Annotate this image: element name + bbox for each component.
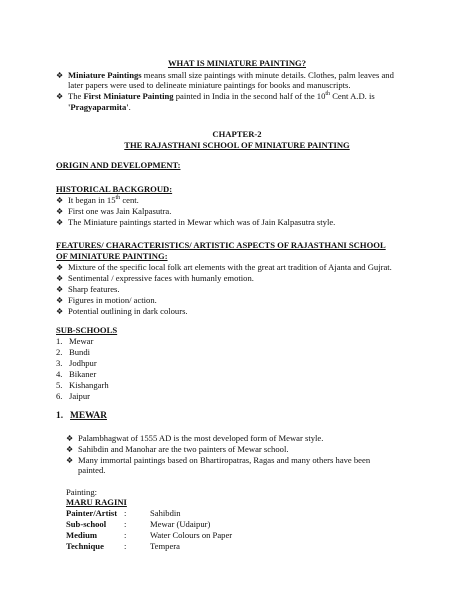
diamond-bullet-icon: ❖ [56,263,64,272]
painting-name: MARU RAGINI [66,497,127,507]
diamond-bullet-icon: ❖ [56,307,64,316]
superscript: th [115,195,121,202]
chapter-subtitle: THE RAJASTHANI SCHOOL OF MINIATURE PAINTING [124,140,350,150]
intro-bullet-2-pre: The [68,91,84,101]
list-item-text: Jodhpur [69,358,97,368]
list-item-text: Bundi [69,347,91,357]
term-pragyaparmita: 'Pragyaparmita' [68,102,129,112]
list-item [56,336,93,346]
detail-row [66,541,180,551]
detail-value: Tempera [150,541,180,551]
detail-separator: : [124,508,127,518]
list-item-continued: painted. [78,465,106,475]
list-item-text: First one was Jain Kalpasutra. [68,206,172,216]
mewar-heading [56,411,107,422]
detail-label: Painter/Artist [66,508,118,518]
list-number: 1. [56,336,63,346]
diamond-bullet-icon: ❖ [56,207,64,216]
list-item-text: Jaipur [69,391,91,401]
list-item [56,347,90,357]
list-item [56,306,188,317]
diamond-bullet-icon: ❖ [56,196,64,205]
list-item-text: It began in 15 [68,195,116,205]
diamond-bullet-icon: ❖ [56,218,64,227]
list-item [56,284,120,295]
list-item-text: Sharp features. [68,284,120,294]
list-item [56,217,335,228]
list-item [56,391,90,401]
list-number: 2. [56,347,63,357]
list-item-text: Figures in motion/ action. [68,295,157,305]
diamond-bullet-icon: ❖ [66,456,74,465]
term-miniature-paintings: Miniature Paintings [68,70,142,80]
detail-row [66,519,210,529]
detail-value: Water Colours on Paper [150,530,233,540]
diamond-bullet-icon: ❖ [56,274,64,283]
painting-label: Painting: [66,487,98,497]
diamond-bullet-icon: ❖ [56,296,64,305]
list-item-text: Sahibdin and Manohar are the two painters of Mewar school. [78,444,289,454]
list-item [66,455,370,466]
history-heading: HISTORICAL BACKGROUD: [56,184,173,194]
list-item-text: Potential outlining in dark colours. [68,306,188,316]
intro-bullet-1-line2: later papers were used to delineate miniature paintings for books and manuscripts. [68,80,351,90]
detail-label: Sub-school [66,519,107,529]
subschools-heading: SUB-SCHOOLS [56,325,118,335]
intro-bullet-1-text: means small size paintings with minute details. Clothes, palm leaves and [141,70,394,80]
list-item-text: Kishangarh [69,380,109,390]
section-title: MEWAR [70,411,107,421]
intro-bullet-2 [56,91,375,102]
detail-value: Sahibdin [150,508,181,518]
section-number: 1. [56,411,64,421]
list-item-text: Sentimental / expressive faces with humanly emotion. [68,273,254,283]
list-item [56,380,109,390]
list-item [56,369,96,379]
list-item [56,295,157,306]
list-item [56,195,139,206]
detail-label: Medium [66,530,98,540]
list-item [66,433,323,444]
list-number: 5. [56,380,63,390]
list-item-text: The Miniature paintings started in Mewar which was of Jain Kalpasutra style. [68,217,336,227]
term-first-miniature-painting: First Miniature Painting [83,91,174,101]
list-item [56,262,392,273]
diamond-bullet-icon: ❖ [66,445,74,454]
intro-bullet-1 [56,70,394,81]
list-item [66,444,289,455]
origin-heading: ORIGIN AND DEVELOPMENT: [56,160,181,170]
intro-bullet-2-post: Cent A.D. is [330,91,375,101]
intro-heading: WHAT IS MINIATURE PAINTING? [167,58,307,68]
list-item-text: Bikaner [69,369,97,379]
list-number: 6. [56,391,63,401]
list-item-text: Many immortal paintings based on Bhartiropatras, Ragas and many others have been [78,455,371,465]
superscript: th [325,91,331,98]
list-item-text: Mixture of the specific local folk art elements with the great art tradition of Ajanta and Gujrat. [68,262,392,272]
diamond-bullet-icon: ❖ [66,434,74,443]
intro-bullet-2-line2 [68,102,131,112]
list-item-text: Palambhagwat of 1555 AD is the most developed form of Mewar style. [78,433,324,443]
detail-separator: : [124,530,127,540]
list-item [56,206,171,217]
detail-separator: : [124,519,127,529]
detail-value: Mewar (Udaipur) [150,519,211,529]
detail-row [66,508,181,518]
detail-row [66,530,232,540]
detail-separator: : [124,541,127,551]
diamond-bullet-icon: ❖ [56,92,64,101]
features-heading-line1: FEATURES/ CHARACTERISTICS/ ARTISTIC ASPECTS OF RAJASTHANI SCHOOL [56,240,386,250]
period: . [128,102,131,112]
list-item [56,358,97,368]
list-item [56,273,254,284]
list-item-text: Mewar [69,336,94,346]
chapter-title: CHAPTER-2 [212,129,262,139]
diamond-bullet-icon: ❖ [56,71,64,80]
intro-bullet-2-mid: painted in India in the second half of the 10 [173,91,326,101]
list-number: 3. [56,358,63,368]
detail-label: Technique [66,541,104,551]
list-number: 4. [56,369,63,379]
features-heading-line2: OF MINIATURE PAINTING: [56,251,168,261]
diamond-bullet-icon: ❖ [56,285,64,294]
list-item-text-end: cent. [120,195,139,205]
